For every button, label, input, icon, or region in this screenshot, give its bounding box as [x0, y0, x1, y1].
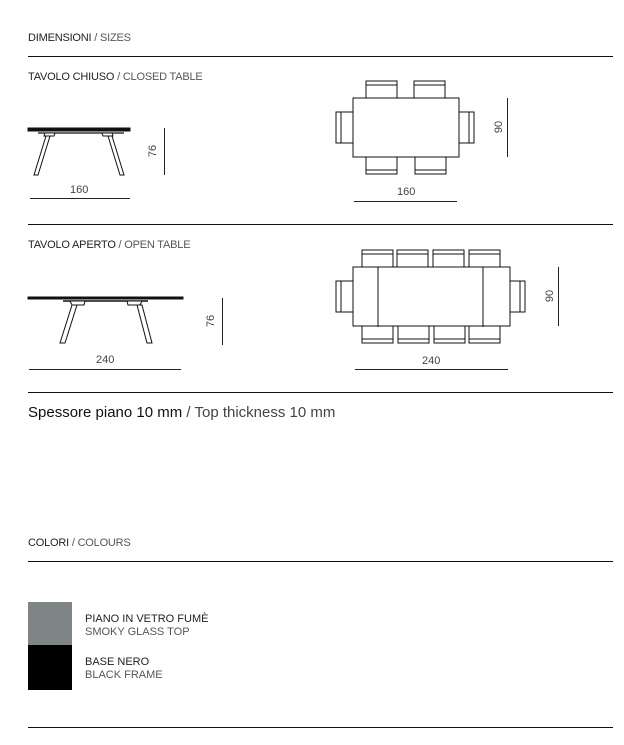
- open-top-width-label: 240: [422, 355, 441, 367]
- open-width-label: 240: [96, 354, 115, 366]
- chair: [362, 326, 393, 343]
- open-height-label: 76: [205, 314, 218, 328]
- chair: [398, 326, 429, 343]
- smoky-glass-label: PIANO IN VETRO FUMÈ SMOKY GLASS TOP: [85, 613, 209, 638]
- sizes-heading: DIMENSIONI / SIZES: [28, 32, 131, 44]
- chair: [510, 281, 525, 312]
- black-frame-swatch: [28, 645, 72, 690]
- open-table-heading: TAVOLO APERTO / OPEN TABLE: [28, 239, 191, 251]
- closed-height-label: 76: [147, 144, 160, 158]
- closed-top-width-label: 160: [397, 186, 416, 198]
- closed-table-heading: TAVOLO CHIUSO / CLOSED TABLE: [28, 71, 203, 83]
- chair: [362, 250, 393, 267]
- chair: [433, 250, 464, 267]
- depth-dimension-line: [558, 267, 559, 326]
- open-depth-label: 90: [544, 289, 557, 303]
- black-frame-label: BASE NERO BLACK FRAME: [85, 656, 163, 681]
- chair: [336, 281, 353, 312]
- divider: [28, 392, 613, 393]
- divider: [28, 727, 613, 728]
- chair: [397, 250, 428, 267]
- closed-depth-label: 90: [493, 120, 506, 134]
- top-thickness-note: Spessore piano 10 mm / Top thickness 10 mm: [28, 404, 336, 421]
- width-dimension-line: [355, 369, 508, 370]
- closed-width-label: 160: [70, 184, 89, 196]
- chair: [469, 250, 500, 267]
- tabletop: [353, 267, 510, 326]
- colours-heading: COLORI / COLOURS: [28, 537, 131, 549]
- smoky-glass-swatch: [28, 602, 72, 645]
- chair: [434, 326, 465, 343]
- chair: [469, 326, 500, 343]
- divider: [28, 561, 613, 562]
